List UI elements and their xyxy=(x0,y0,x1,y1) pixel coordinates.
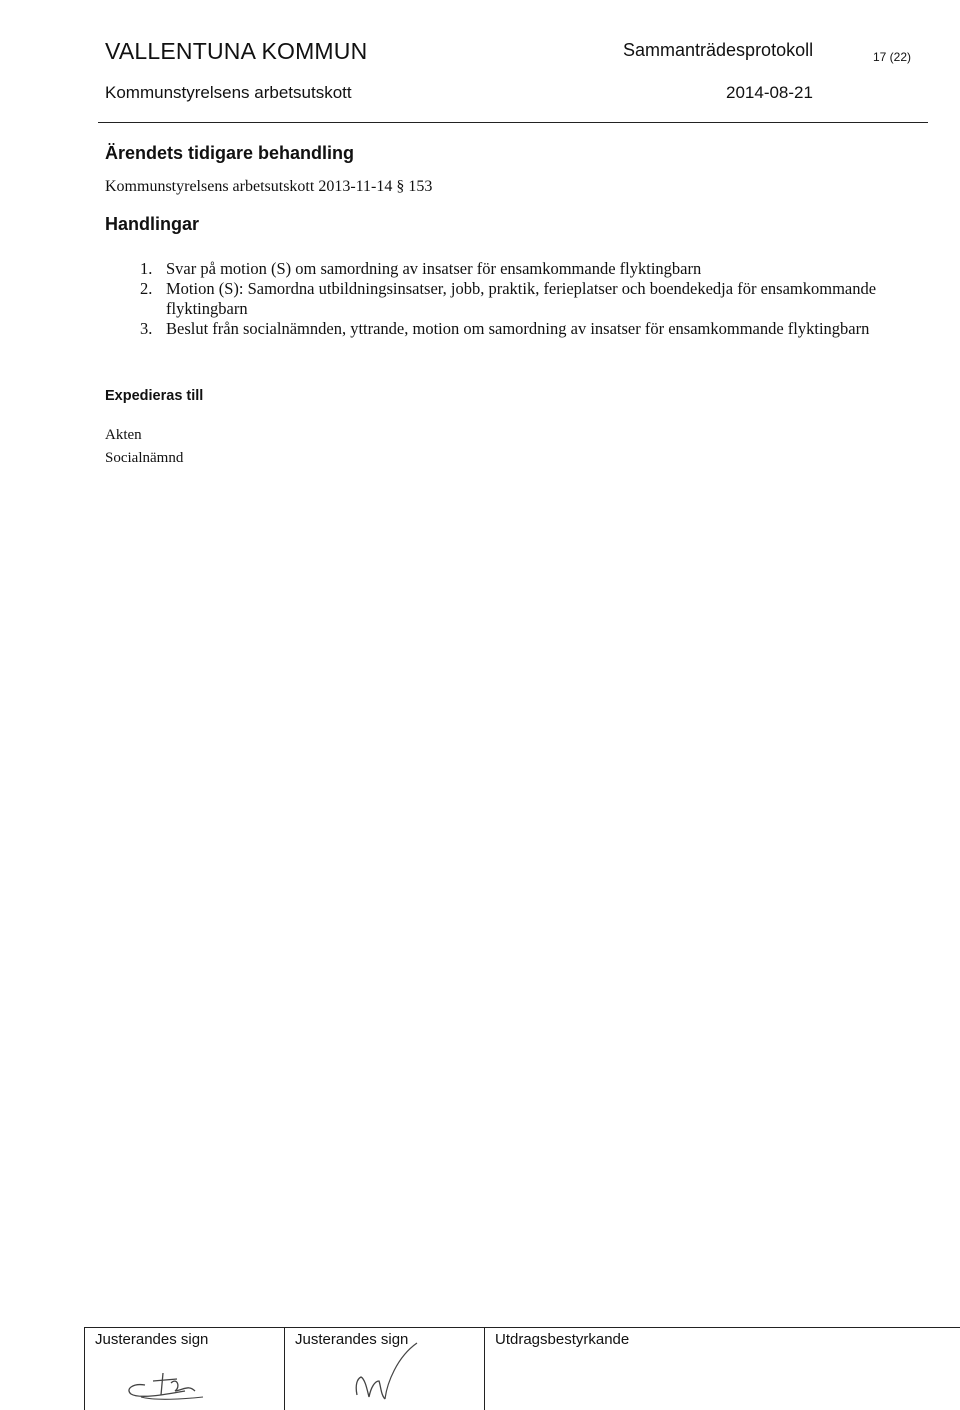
documents-heading: Handlingar xyxy=(105,214,200,234)
previous-handling-text: Kommunstyrelsens arbetsutskott 2013-11-14 § 153 xyxy=(105,178,433,195)
recipient-item: Socialnämnd xyxy=(105,450,184,466)
document-number: 3. xyxy=(140,319,153,338)
document-type: Sammanträdesprotokoll xyxy=(623,40,814,60)
recipient-item: Akten xyxy=(105,427,142,443)
documents-list xyxy=(140,259,930,339)
handwritten-signature-icon xyxy=(115,1361,215,1403)
document-item xyxy=(140,319,930,339)
signature-cell-1 xyxy=(84,1327,285,1410)
previous-handling-heading: Ärendets tidigare behandling xyxy=(105,143,355,163)
document-item xyxy=(140,279,930,319)
document-text: Beslut från socialnämnden, yttrande, motion om samordning av insatser för ensamkommande flyktingbarn xyxy=(166,319,870,338)
certification-cell xyxy=(484,1327,960,1410)
committee-name: Kommunstyrelsens arbetsutskott xyxy=(105,83,352,102)
recipient-list xyxy=(105,424,183,470)
organization-name: VALLENTUNA KOMMUN xyxy=(105,38,368,64)
handwritten-signature-icon xyxy=(345,1337,435,1409)
signature-label: Justerandes sign xyxy=(95,1331,209,1348)
document-number: 2. xyxy=(140,279,153,298)
page-number: 17 (22) xyxy=(873,50,912,64)
signature-footer xyxy=(84,1327,960,1410)
header-divider xyxy=(98,122,928,123)
certification-label: Utdragsbestyrkande xyxy=(495,1331,630,1348)
document-item xyxy=(140,259,930,279)
dispatch-heading: Expedieras till xyxy=(105,388,204,404)
meeting-date: 2014-08-21 xyxy=(726,83,813,102)
signature-label: Justerandes sign xyxy=(295,1331,409,1348)
document-text: Motion (S): Samordna utbildningsinsatser, jobb, praktik, ferieplatser och boendekedja för ensamkommande flyktingbarn xyxy=(166,279,877,318)
document-text: Svar på motion (S) om samordning av insatser för ensamkommande flyktingbarn xyxy=(166,259,702,278)
document-number: 1. xyxy=(140,259,153,278)
signature-cell-2 xyxy=(284,1327,485,1410)
